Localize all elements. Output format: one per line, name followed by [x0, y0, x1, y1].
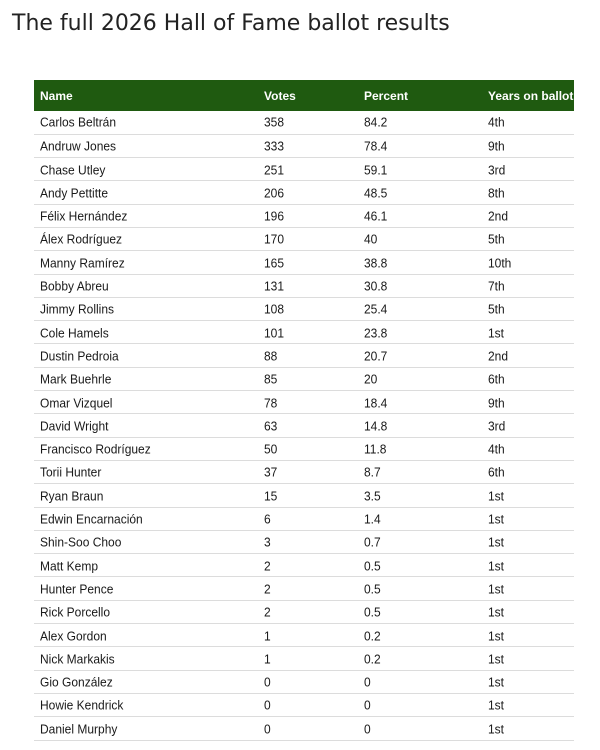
years-on-ballot-cell: 1st — [488, 697, 505, 713]
years-on-ballot-cell: 1st — [488, 650, 505, 667]
years-on-ballot-cell: 3rd — [488, 161, 506, 177]
years-on-ballot-cell: 2nd — [488, 348, 509, 364]
votes-cell: 88 — [264, 348, 278, 364]
percent-cell: 8.7 — [364, 464, 381, 480]
page-title: The full 2026 Hall of Fame ballot results — [12, 11, 450, 36]
player-name-cell: Andruw Jones — [40, 138, 117, 154]
table-row — [34, 251, 574, 274]
table-row — [34, 134, 574, 157]
percent-cell: 0 — [364, 697, 371, 713]
table-row — [34, 321, 574, 344]
years-on-ballot-cell: 1st — [488, 324, 505, 340]
player-name-cell: Félix Hernández — [40, 208, 128, 224]
votes-cell: 2 — [264, 604, 271, 620]
player-name-cell: Carlos Beltrán — [40, 114, 117, 130]
table-row — [34, 484, 574, 507]
percent-cell: 84.2 — [364, 114, 388, 130]
column-header-percent: Percent — [364, 88, 409, 103]
player-name-cell: Bobby Abreu — [40, 278, 109, 294]
column-header-votes: Votes — [264, 88, 296, 103]
votes-cell: 15 — [264, 487, 278, 503]
table-row — [34, 391, 574, 414]
years-on-ballot-cell: 5th — [488, 231, 505, 247]
table-row — [34, 367, 574, 390]
player-name-cell: Hunter Pence — [40, 581, 114, 597]
table-row — [34, 344, 574, 367]
votes-cell: 131 — [264, 278, 285, 294]
years-on-ballot-cell: 2nd — [488, 208, 509, 224]
player-name-cell: Nick Markakis — [40, 650, 115, 667]
years-on-ballot-cell: 7th — [488, 278, 505, 294]
votes-cell: 37 — [264, 464, 278, 480]
years-on-ballot-cell: 1st — [488, 674, 505, 690]
player-name-cell: Dustin Pedroia — [40, 348, 119, 364]
votes-cell: 0 — [264, 697, 271, 713]
votes-cell: 108 — [264, 301, 285, 317]
votes-cell: 196 — [264, 208, 285, 224]
table-row — [34, 717, 574, 740]
votes-cell: 2 — [264, 581, 271, 597]
percent-cell: 0.5 — [364, 604, 381, 620]
years-on-ballot-cell: 1st — [488, 720, 505, 736]
votes-cell: 78 — [264, 394, 278, 410]
years-on-ballot-cell: 10th — [488, 254, 512, 270]
percent-cell: 0.5 — [364, 581, 381, 597]
votes-cell: 101 — [264, 324, 285, 340]
votes-cell: 165 — [264, 254, 285, 270]
percent-cell: 78.4 — [364, 138, 388, 154]
years-on-ballot-cell: 8th — [488, 184, 505, 201]
percent-cell: 0 — [364, 720, 371, 736]
votes-cell: 1 — [264, 650, 271, 667]
votes-cell: 358 — [264, 114, 285, 130]
table-row — [34, 693, 574, 716]
player-name-cell: Matt Kemp — [40, 557, 99, 573]
player-name-cell: Jimmy Rollins — [40, 301, 115, 317]
years-on-ballot-cell: 1st — [488, 557, 505, 573]
table-row — [34, 227, 574, 250]
table-body — [34, 111, 574, 740]
table-row — [34, 460, 574, 483]
votes-cell: 170 — [264, 231, 285, 247]
percent-cell: 0.2 — [364, 627, 381, 643]
votes-cell: 3 — [264, 534, 271, 550]
table-row — [34, 414, 574, 437]
player-name-cell: Cole Hamels — [40, 324, 109, 340]
table-row — [34, 204, 574, 227]
player-name-cell: Torii Hunter — [40, 464, 102, 480]
percent-cell: 18.4 — [364, 394, 388, 410]
votes-cell: 0 — [264, 720, 271, 736]
table-row — [34, 437, 574, 460]
table-row — [34, 647, 574, 670]
votes-cell: 1 — [264, 627, 271, 643]
percent-cell: 25.4 — [364, 301, 388, 317]
header-row — [34, 80, 574, 111]
votes-cell: 0 — [264, 674, 271, 690]
years-on-ballot-cell: 4th — [488, 114, 505, 130]
years-on-ballot-cell: 3rd — [488, 417, 506, 434]
percent-cell: 23.8 — [364, 324, 388, 340]
table-header — [34, 80, 574, 111]
player-name-cell: Daniel Murphy — [40, 720, 118, 736]
ballot-results-table — [34, 80, 574, 741]
years-on-ballot-cell: 1st — [488, 487, 505, 503]
percent-cell: 20.7 — [364, 348, 388, 364]
percent-cell: 30.8 — [364, 278, 388, 294]
votes-cell: 63 — [264, 417, 278, 434]
player-name-cell: David Wright — [40, 417, 109, 434]
table-row — [34, 274, 574, 297]
ballot-results-table-container — [34, 80, 574, 741]
percent-cell: 3.5 — [364, 487, 381, 503]
table-row — [34, 507, 574, 530]
table-row — [34, 297, 574, 320]
player-name-cell: Gio González — [40, 674, 113, 690]
player-name-cell: Shin-Soo Choo — [40, 534, 122, 550]
percent-cell: 0.7 — [364, 534, 381, 550]
years-on-ballot-cell: 1st — [488, 581, 505, 597]
table-row — [34, 111, 574, 134]
votes-cell: 333 — [264, 138, 285, 154]
percent-cell: 14.8 — [364, 417, 388, 434]
table-row — [34, 600, 574, 623]
percent-cell: 0.2 — [364, 650, 381, 667]
table-row — [34, 181, 574, 204]
player-name-cell: Andy Pettitte — [40, 184, 109, 201]
percent-cell: 20 — [364, 371, 378, 387]
years-on-ballot-cell: 1st — [488, 511, 505, 527]
percent-cell: 46.1 — [364, 208, 388, 224]
table-row — [34, 530, 574, 553]
player-name-cell: Alex Gordon — [40, 627, 107, 643]
percent-cell: 0 — [364, 674, 371, 690]
table-row — [34, 554, 574, 577]
table-row — [34, 158, 574, 181]
player-name-cell: Manny Ramírez — [40, 254, 125, 270]
table-row — [34, 670, 574, 693]
votes-cell: 50 — [264, 441, 278, 457]
years-on-ballot-cell: 1st — [488, 604, 505, 620]
column-header-name: Name — [40, 88, 73, 103]
percent-cell: 48.5 — [364, 184, 388, 201]
player-name-cell: Howie Kendrick — [40, 697, 124, 713]
player-name-cell: Ryan Braun — [40, 487, 104, 503]
percent-cell: 1.4 — [364, 511, 381, 527]
table-row — [34, 624, 574, 647]
years-on-ballot-cell: 9th — [488, 394, 505, 410]
years-on-ballot-cell: 1st — [488, 627, 505, 643]
player-name-cell: Mark Buehrle — [40, 371, 112, 387]
player-name-cell: Rick Porcello — [40, 604, 111, 620]
years-on-ballot-cell: 6th — [488, 371, 505, 387]
player-name-cell: Francisco Rodríguez — [40, 441, 151, 457]
player-name-cell: Chase Utley — [40, 161, 106, 177]
player-name-cell: Álex Rodríguez — [40, 231, 123, 247]
player-name-cell: Omar Vizquel — [40, 394, 113, 410]
percent-cell: 11.8 — [364, 441, 387, 457]
years-on-ballot-cell: 5th — [488, 301, 505, 317]
votes-cell: 251 — [264, 161, 285, 177]
votes-cell: 6 — [264, 511, 271, 527]
table-row — [34, 577, 574, 600]
percent-cell: 0.5 — [364, 557, 381, 573]
column-header-years-on-ballot: Years on ballot — [488, 88, 574, 103]
years-on-ballot-cell: 9th — [488, 138, 505, 154]
percent-cell: 40 — [364, 231, 378, 247]
player-name-cell: Edwin Encarnación — [40, 511, 143, 527]
percent-cell: 59.1 — [364, 161, 388, 177]
years-on-ballot-cell: 6th — [488, 464, 505, 480]
votes-cell: 85 — [264, 371, 278, 387]
votes-cell: 206 — [264, 184, 285, 201]
votes-cell: 2 — [264, 557, 271, 573]
percent-cell: 38.8 — [364, 254, 388, 270]
years-on-ballot-cell: 1st — [488, 534, 505, 550]
years-on-ballot-cell: 4th — [488, 441, 505, 457]
